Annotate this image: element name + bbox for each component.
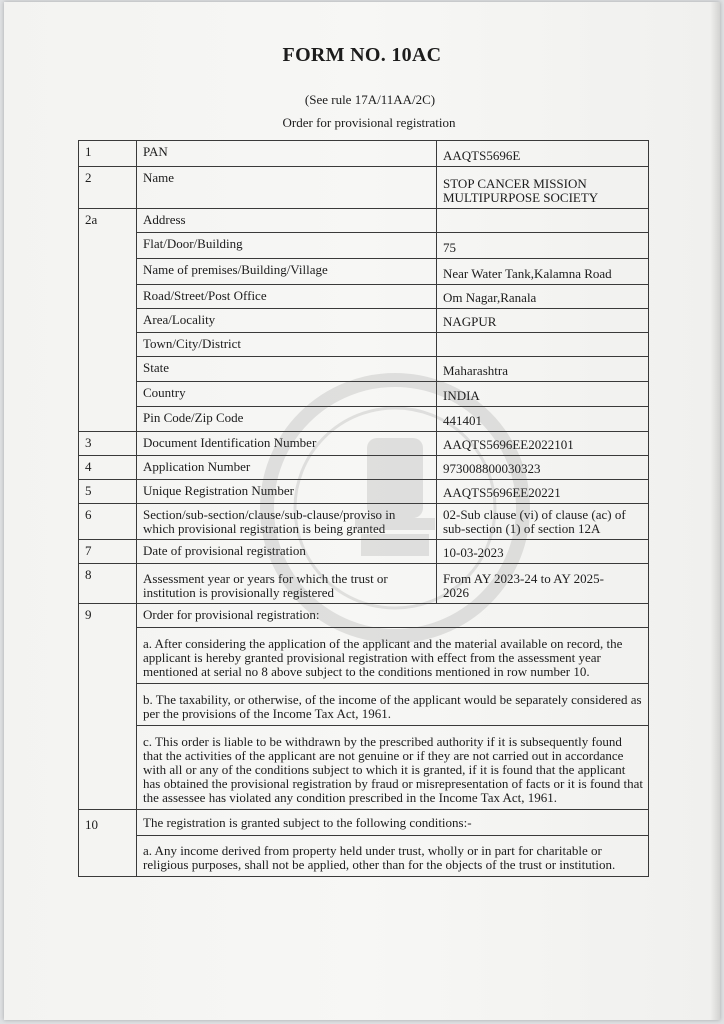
table-row	[79, 836, 649, 877]
label-line: which provisional registration is being granted	[143, 521, 386, 536]
order-paragraph-b: b. The taxability, or otherwise, of the income of the applicant would be separately considered as per the provisions of the Income Tax Act, 1961.	[137, 684, 649, 726]
field-value: AAQTS5696EE20221	[437, 480, 649, 504]
table-row	[79, 167, 649, 209]
table-row	[79, 333, 649, 357]
row-number: 5	[79, 480, 137, 504]
field-value: Maharashtra	[437, 357, 649, 382]
field-label: Date of provisional registration	[137, 540, 437, 564]
row-number: 3	[79, 432, 137, 456]
field-label: Area/Locality	[137, 309, 437, 333]
field-label: Application Number	[137, 456, 437, 480]
table-row	[79, 407, 649, 432]
field-label	[137, 504, 437, 540]
field-value: Om Nagar,Ranala	[437, 285, 649, 309]
field-value: 441401	[437, 407, 649, 432]
field-value: 973008800030323	[437, 456, 649, 480]
field-value	[437, 504, 649, 540]
field-value: 75	[437, 233, 649, 259]
conditions-heading: The registration is granted subject to the following conditions:-	[137, 810, 649, 836]
value-line: MULTIPURPOSE SOCIETY	[443, 190, 599, 205]
field-label: Document Identification Number	[137, 432, 437, 456]
label-line: Section/sub-section/clause/sub-clause/proviso in	[143, 507, 396, 522]
table-row	[79, 141, 649, 167]
order-heading: Order for provisional registration:	[137, 604, 649, 628]
field-label: Country	[137, 382, 437, 407]
row-number: 1	[79, 141, 137, 167]
field-label: Unique Registration Number	[137, 480, 437, 504]
field-label: Name of premises/Building/Village	[137, 259, 437, 285]
row-number: 4	[79, 456, 137, 480]
table-row	[79, 209, 649, 233]
table-row	[79, 259, 649, 285]
table-row	[79, 233, 649, 259]
value-line: From AY 2023-24 to AY 2025-	[443, 571, 604, 586]
field-label: Flat/Door/Building	[137, 233, 437, 259]
condition-paragraph-a: a. Any income derived from property held under trust, wholly or in part for charitable or religious purposes, shall not be applied, other than for the objects of the trust or institution.	[137, 836, 649, 877]
value-line: 02-Sub clause (vi) of clause (ac) of	[443, 507, 626, 522]
table-row	[79, 504, 649, 540]
table-row	[79, 432, 649, 456]
field-value: 10-03-2023	[437, 540, 649, 564]
registration-table	[78, 140, 649, 877]
field-value	[437, 209, 649, 233]
rule-reference: (See rule 17A/11AA/2C)	[304, 92, 436, 107]
row-number: 2a	[79, 209, 137, 432]
field-value	[437, 564, 649, 604]
table-row	[79, 684, 649, 726]
table-row	[79, 357, 649, 382]
field-value: AAQTS5696E	[437, 141, 649, 167]
field-label: PAN	[137, 141, 437, 167]
table-row	[79, 810, 649, 836]
order-paragraph-c: c. This order is liable to be withdrawn by the prescribed authority if it is subsequently found that the activities of the applicant are not genuine or if they are not carried out in accordance with all or any of the conditions subject to which it is granted, if it is found that the applicant has obtained the provisional registration by fraud or misrepresentation of facts or it is found that the assessee has violated any condition prescribed in the Income Tax Act, 1961.	[137, 726, 649, 810]
label-line: Assessment year or years for which the trust or	[143, 571, 388, 586]
field-value	[437, 333, 649, 357]
table-row	[79, 309, 649, 333]
value-line: STOP CANCER MISSION	[443, 176, 587, 191]
label-line: institution is provisionally registered	[143, 585, 335, 600]
field-label: Town/City/District	[137, 333, 437, 357]
row-number: 8	[79, 564, 137, 604]
row-number: 9	[79, 604, 137, 810]
field-value: Near Water Tank,Kalamna Road	[437, 259, 649, 285]
table-row	[79, 540, 649, 564]
table-row	[79, 726, 649, 810]
form-subtitle: Order for provisional registration	[282, 115, 456, 130]
table-row	[79, 564, 649, 604]
table-row	[79, 628, 649, 684]
field-value: NAGPUR	[437, 309, 649, 333]
field-label: Address	[137, 209, 437, 233]
order-paragraph-a: a. After considering the application of the applicant and the material available on record, the applicant is hereby granted provisional registration with effect from the assessment year mentioned at serial no 8 above subject to the conditions mentioned in row number 10.	[137, 628, 649, 684]
field-label	[137, 564, 437, 604]
row-number: 6	[79, 504, 137, 540]
field-value: INDIA	[437, 382, 649, 407]
table-row	[79, 285, 649, 309]
field-value: AAQTS5696EE2022101	[437, 432, 649, 456]
table-row	[79, 382, 649, 407]
form-title: FORM NO. 10AC	[282, 44, 442, 66]
table-row	[79, 456, 649, 480]
page-edge-shadow	[710, 2, 720, 1020]
field-value	[437, 167, 649, 209]
table-row	[79, 604, 649, 628]
value-line: sub-section (1) of section 12A	[443, 521, 601, 536]
field-label: Name	[137, 167, 437, 209]
value-line: 2026	[443, 585, 469, 600]
field-label: Road/Street/Post Office	[137, 285, 437, 309]
row-number: 10	[79, 810, 137, 877]
field-label: Pin Code/Zip Code	[137, 407, 437, 432]
row-number: 7	[79, 540, 137, 564]
row-number: 2	[79, 167, 137, 209]
table-row	[79, 480, 649, 504]
field-label: State	[137, 357, 437, 382]
